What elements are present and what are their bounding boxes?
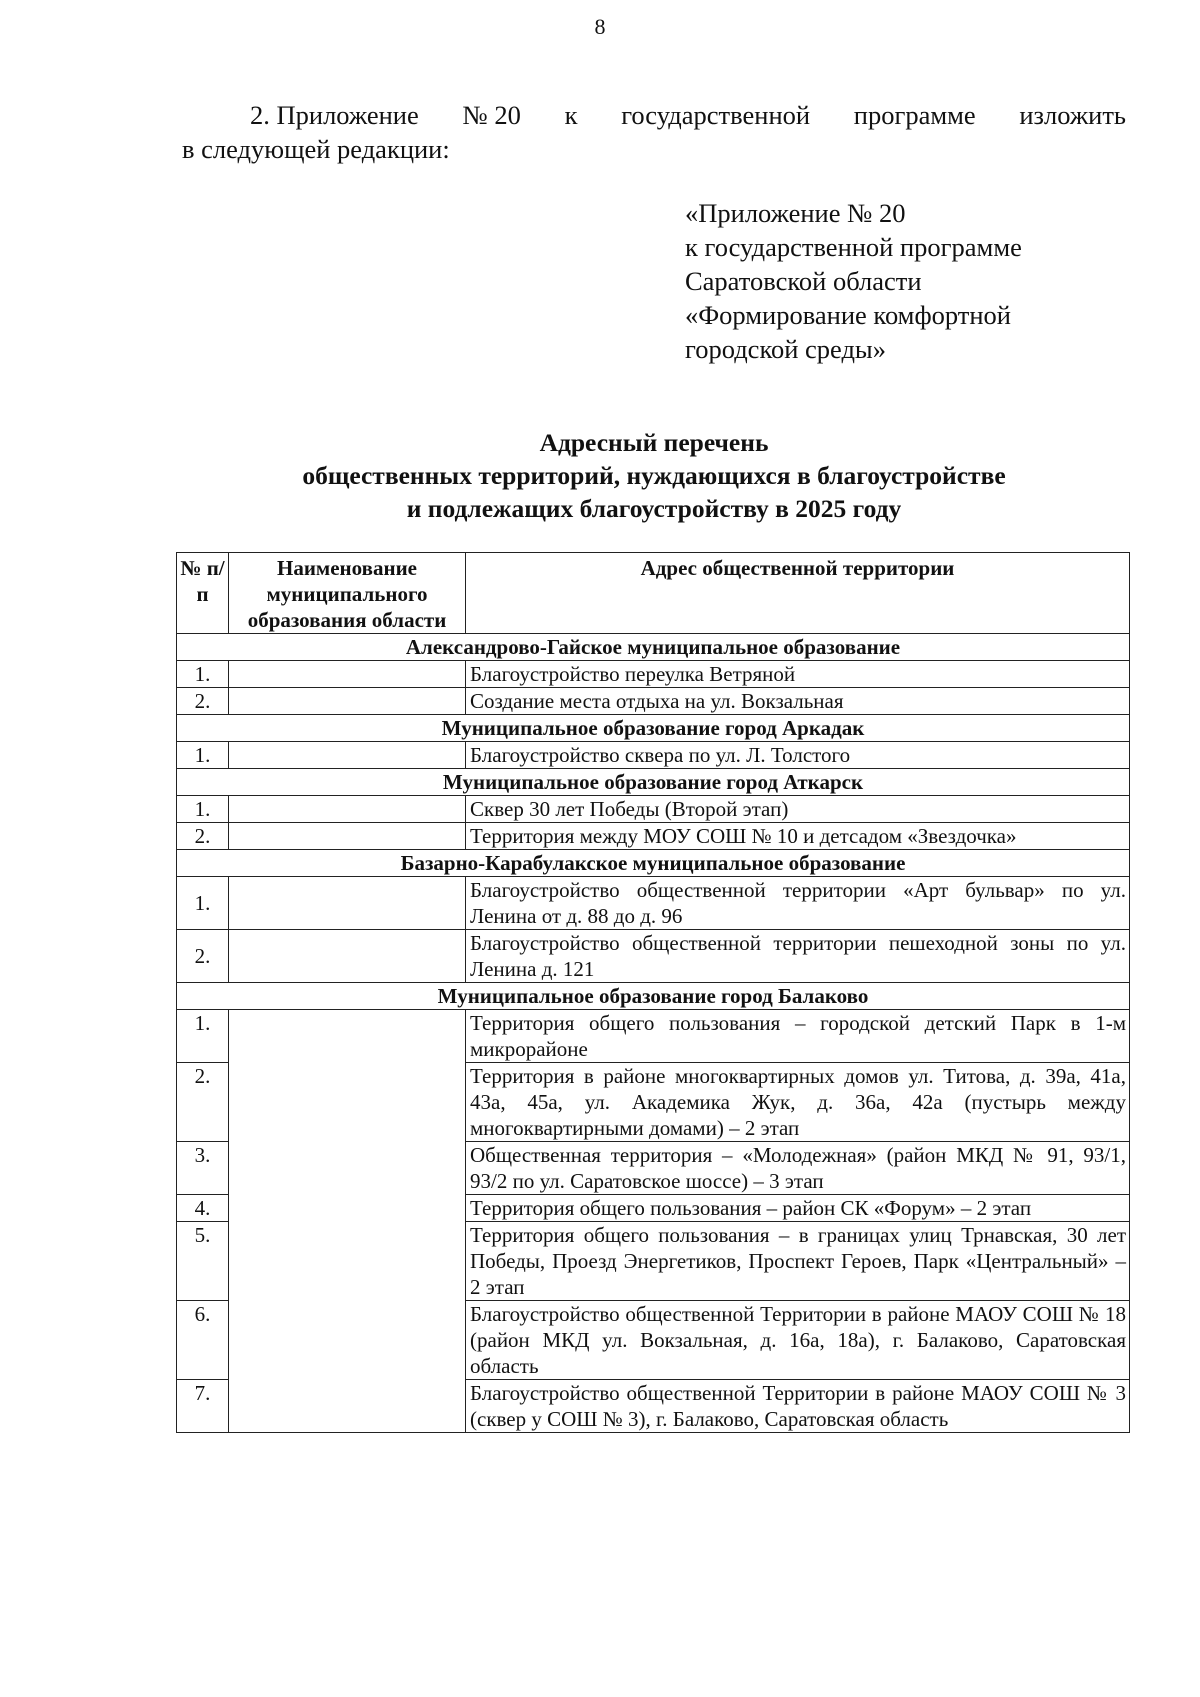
row-address: Благоустройство сквера по ул. Л. Толстого bbox=[466, 742, 1130, 769]
document-title bbox=[182, 426, 1126, 525]
page-number: 8 bbox=[594, 14, 606, 39]
amendment-word: изложить bbox=[1019, 100, 1126, 130]
row-address: Благоустройство общественной территории «Арт бульвар» по ул. Ленина от д. 88 до д. 96 bbox=[466, 877, 1130, 930]
row-number: 2. bbox=[177, 823, 229, 850]
title-line: Адресный перечень bbox=[539, 428, 769, 457]
section-row bbox=[177, 715, 1130, 742]
table-row bbox=[177, 688, 1130, 715]
appendix-header-line: Саратовской области bbox=[685, 266, 922, 296]
amendment-paragraph bbox=[182, 98, 1126, 166]
section-row bbox=[177, 850, 1130, 877]
address-table bbox=[176, 552, 1130, 1433]
row-number: 2. bbox=[177, 930, 229, 983]
amendment-word: № 20 bbox=[462, 100, 521, 130]
section-title: Базарно-Карабулакское муниципальное образование bbox=[177, 850, 1130, 877]
row-municipality bbox=[229, 930, 466, 983]
row-number: 1. bbox=[177, 796, 229, 823]
header-municipality: Наименование муниципального образования области bbox=[229, 553, 466, 634]
appendix-header-line: городской среды» bbox=[685, 334, 886, 364]
section-row bbox=[177, 634, 1130, 661]
amendment-word: государственной bbox=[621, 100, 811, 130]
header-address: Адрес общественной территории bbox=[466, 553, 1130, 634]
amendment-word: к bbox=[564, 100, 578, 130]
table-row bbox=[177, 796, 1130, 823]
table-row bbox=[177, 877, 1130, 930]
amendment-line-2: в следующей редакции: bbox=[182, 134, 450, 164]
row-number: 1. bbox=[177, 742, 229, 769]
table-row bbox=[177, 930, 1130, 983]
appendix-header-line: к государственной программе bbox=[685, 232, 1022, 262]
section-title: Муниципальное образование город Аркадак bbox=[177, 715, 1130, 742]
section-title: Муниципальное образование город Аткарск bbox=[177, 769, 1130, 796]
row-address: Территория общего пользования – в границах улиц Трнавская, 30 лет Победы, Проезд Энергетиков, Проспект Героев, Парк «Центральный» – 2 этап bbox=[466, 1222, 1130, 1301]
row-number: 1. bbox=[177, 1010, 229, 1063]
row-number: 2. bbox=[177, 1063, 229, 1142]
row-address: Благоустройство общественной Территории в районе МАОУ СОШ № 3 (сквер у СОШ № 3), г. Балаково, Саратовская область bbox=[466, 1380, 1130, 1433]
appendix-header-line: «Приложение № 20 bbox=[685, 198, 906, 228]
row-number: 7. bbox=[177, 1380, 229, 1433]
row-municipality bbox=[229, 661, 466, 688]
amendment-word: программе bbox=[853, 100, 976, 130]
appendix-header-line: «Формирование комфортной bbox=[685, 300, 1011, 330]
row-address: Общественная территория – «Молодежная» (район МКД № 91, 93/1, 93/2 по ул. Саратовское шоссе) – 3 этап bbox=[466, 1142, 1130, 1195]
amendment-word: 2. Приложение bbox=[250, 100, 419, 130]
section-row bbox=[177, 769, 1130, 796]
appendix-header bbox=[685, 196, 1105, 366]
section-row bbox=[177, 983, 1130, 1010]
row-number: 3. bbox=[177, 1142, 229, 1195]
row-address: Территория между МОУ СОШ № 10 и детсадом «Звездочка» bbox=[466, 823, 1130, 850]
row-number: 6. bbox=[177, 1301, 229, 1380]
title-line: и подлежащих благоустройству в 2025 году bbox=[406, 494, 902, 523]
row-municipality bbox=[229, 688, 466, 715]
row-address: Благоустройство переулка Ветряной bbox=[466, 661, 1130, 688]
row-address: Сквер 30 лет Победы (Второй этап) bbox=[466, 796, 1130, 823]
amendment-line-1 bbox=[182, 98, 1126, 132]
table-row bbox=[177, 1010, 1130, 1063]
table-row bbox=[177, 661, 1130, 688]
row-number: 4. bbox=[177, 1195, 229, 1222]
row-address: Территория в районе многоквартирных домов ул. Титова, д. 39а, 41а, 43а, 45а, ул. Академика Жук, д. 36а, 42а (пустырь между многоквартирными домами) – 2 этап bbox=[466, 1063, 1130, 1142]
header-number: № п/п bbox=[177, 553, 229, 634]
row-address: Благоустройство общественной территории пешеходной зоны по ул. Ленина д. 121 bbox=[466, 930, 1130, 983]
row-address: Территория общего пользования – городской детский Парк в 1-м микрорайоне bbox=[466, 1010, 1130, 1063]
section-title: Муниципальное образование город Балаково bbox=[177, 983, 1130, 1010]
title-line: общественных территорий, нуждающихся в благоустройстве bbox=[302, 461, 1006, 490]
row-municipality bbox=[229, 1010, 466, 1433]
row-number: 1. bbox=[177, 661, 229, 688]
row-number: 5. bbox=[177, 1222, 229, 1301]
table-row bbox=[177, 742, 1130, 769]
table-row bbox=[177, 823, 1130, 850]
row-number: 1. bbox=[177, 877, 229, 930]
row-municipality bbox=[229, 877, 466, 930]
row-address: Создание места отдыха на ул. Вокзальная bbox=[466, 688, 1130, 715]
row-municipality bbox=[229, 823, 466, 850]
table-header-row bbox=[177, 553, 1130, 634]
row-municipality bbox=[229, 796, 466, 823]
row-municipality bbox=[229, 742, 466, 769]
row-address: Территория общего пользования – район СК «Форум» – 2 этап bbox=[466, 1195, 1130, 1222]
row-address: Благоустройство общественной Территории в районе МАОУ СОШ № 18 (район МКД ул. Вокзальная, д. 16а, 18а), г. Балаково, Саратовская область bbox=[466, 1301, 1130, 1380]
section-title: Александрово-Гайское муниципальное образование bbox=[177, 634, 1130, 661]
row-number: 2. bbox=[177, 688, 229, 715]
